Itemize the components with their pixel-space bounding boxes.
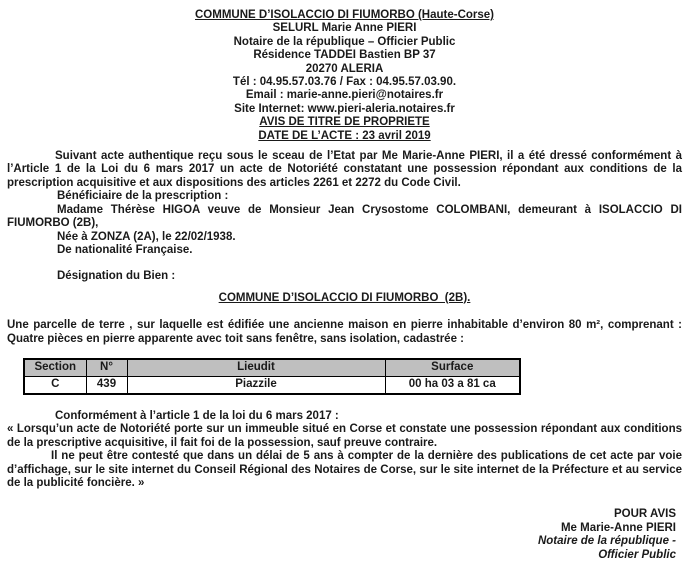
signatory-name: Me Marie-Anne PIERI xyxy=(560,521,676,534)
legal-intro: Conformément à l’article 1 de la loi du 6 mars 2017 : xyxy=(55,409,339,422)
designation-commune-text: COMMUNE D’ISOLACCIO DI FIUMORBO (2B). xyxy=(218,291,471,304)
office-name: SELURL Marie Anne PIERI xyxy=(272,22,417,35)
col-header-surface: Surface xyxy=(385,359,520,377)
signatory-role-line-1: Notaire de la république - xyxy=(537,535,676,548)
beneficiary-birth: Née à ZONZA (2A), le 22/02/1938. xyxy=(57,230,236,243)
intro-paragraph: Suivant acte authentique reçu sous le sceau de l’Etat par Me Marie-Anne PIERI, il a été dressé conformément à l’Article 1 de la Loi du 6 mars 2017 un acte de Notoriété constatant une possession répondant aux conditions de la prescription acquisitive et aux dispositions des articles 2261 et 2272 du Code Civil. xyxy=(7,150,682,189)
signatory-role-line-2: Officier Public xyxy=(598,548,676,561)
cell-number: 439 xyxy=(86,376,127,394)
act-date-line: DATE DE L’ACTE : 23 avril 2019 xyxy=(258,129,431,142)
legal-quote-part1: « Lorsqu’un acte de Notoriété porte sur un immeuble situé en Corse et constate une possession répondant aux conditions de la prescriptive acquisitive, il fait foi de la possession, sauf preuve contraire. xyxy=(7,423,682,449)
cell-lieudit: Piazzile xyxy=(127,376,385,394)
cadastre-table xyxy=(23,358,521,395)
address-line-2: 20270 ALERIA xyxy=(305,62,384,75)
notice-title: AVIS DE TITRE DE PROPRIETE xyxy=(259,116,430,129)
legal-block xyxy=(7,410,682,490)
beneficiary-nationality: De nationalité Française. xyxy=(57,243,193,256)
cadastre-table-header-row xyxy=(24,359,520,377)
pour-avis-line: POUR AVIS xyxy=(614,508,676,521)
parcel-description: Une parcelle de terre , sur laquelle est édifiée une ancienne maison en pierre inhabitable d’environ 80 m², comprenant : Quatre pièces en pierre apparente avec toit sans fenêtre, sans isolation, cadastrée : xyxy=(7,319,682,345)
col-header-lieudit: Lieudit xyxy=(127,359,385,377)
beneficiary-name: Madame Thérèse HIGOA veuve de Monsieur Jean Crysostome COLOMBANI, demeurant à ISOLACCIO DI FIUMORBO (2B), xyxy=(7,203,682,230)
legal-quote-part2: Il ne peut être contesté que dans un délai de 5 ans à compter de la dernière des publications de cet acte par voie d’affichage, sur le site internet du Conseil Régional des Notaires de Corse, sur le site internet de la Préfecture et au service de la publicité foncière. » xyxy=(7,450,682,489)
address-line-1: Résidence TADDEI Bastien BP 37 xyxy=(253,49,436,62)
phone-fax-line: Tél : 04.95.57.03.76 / Fax : 04.95.57.03.90. xyxy=(232,76,457,89)
beneficiary-label: Bénéficiaire de la prescription : xyxy=(57,190,229,203)
commune-title: COMMUNE D’ISOLACCIO DI FIUMORBO (Haute-Corse) xyxy=(195,9,494,21)
designation-commune-heading xyxy=(7,292,682,305)
cell-surface: 00 ha 03 a 81 ca xyxy=(385,376,520,394)
designation-label: Désignation du Bien : xyxy=(57,270,176,283)
office-role: Notaire de la république – Officier Public xyxy=(233,35,456,48)
letterhead xyxy=(7,9,682,143)
col-header-section: Section xyxy=(24,359,86,377)
table-row xyxy=(24,376,520,394)
website-line: Site Internet: www.pieri-aleria.notaires.fr xyxy=(234,102,455,115)
cell-section: C xyxy=(24,376,86,394)
signature-block xyxy=(7,508,682,562)
col-header-number: N° xyxy=(86,359,127,377)
email-line: Email : marie-anne.pieri@notaires.fr xyxy=(245,89,444,102)
